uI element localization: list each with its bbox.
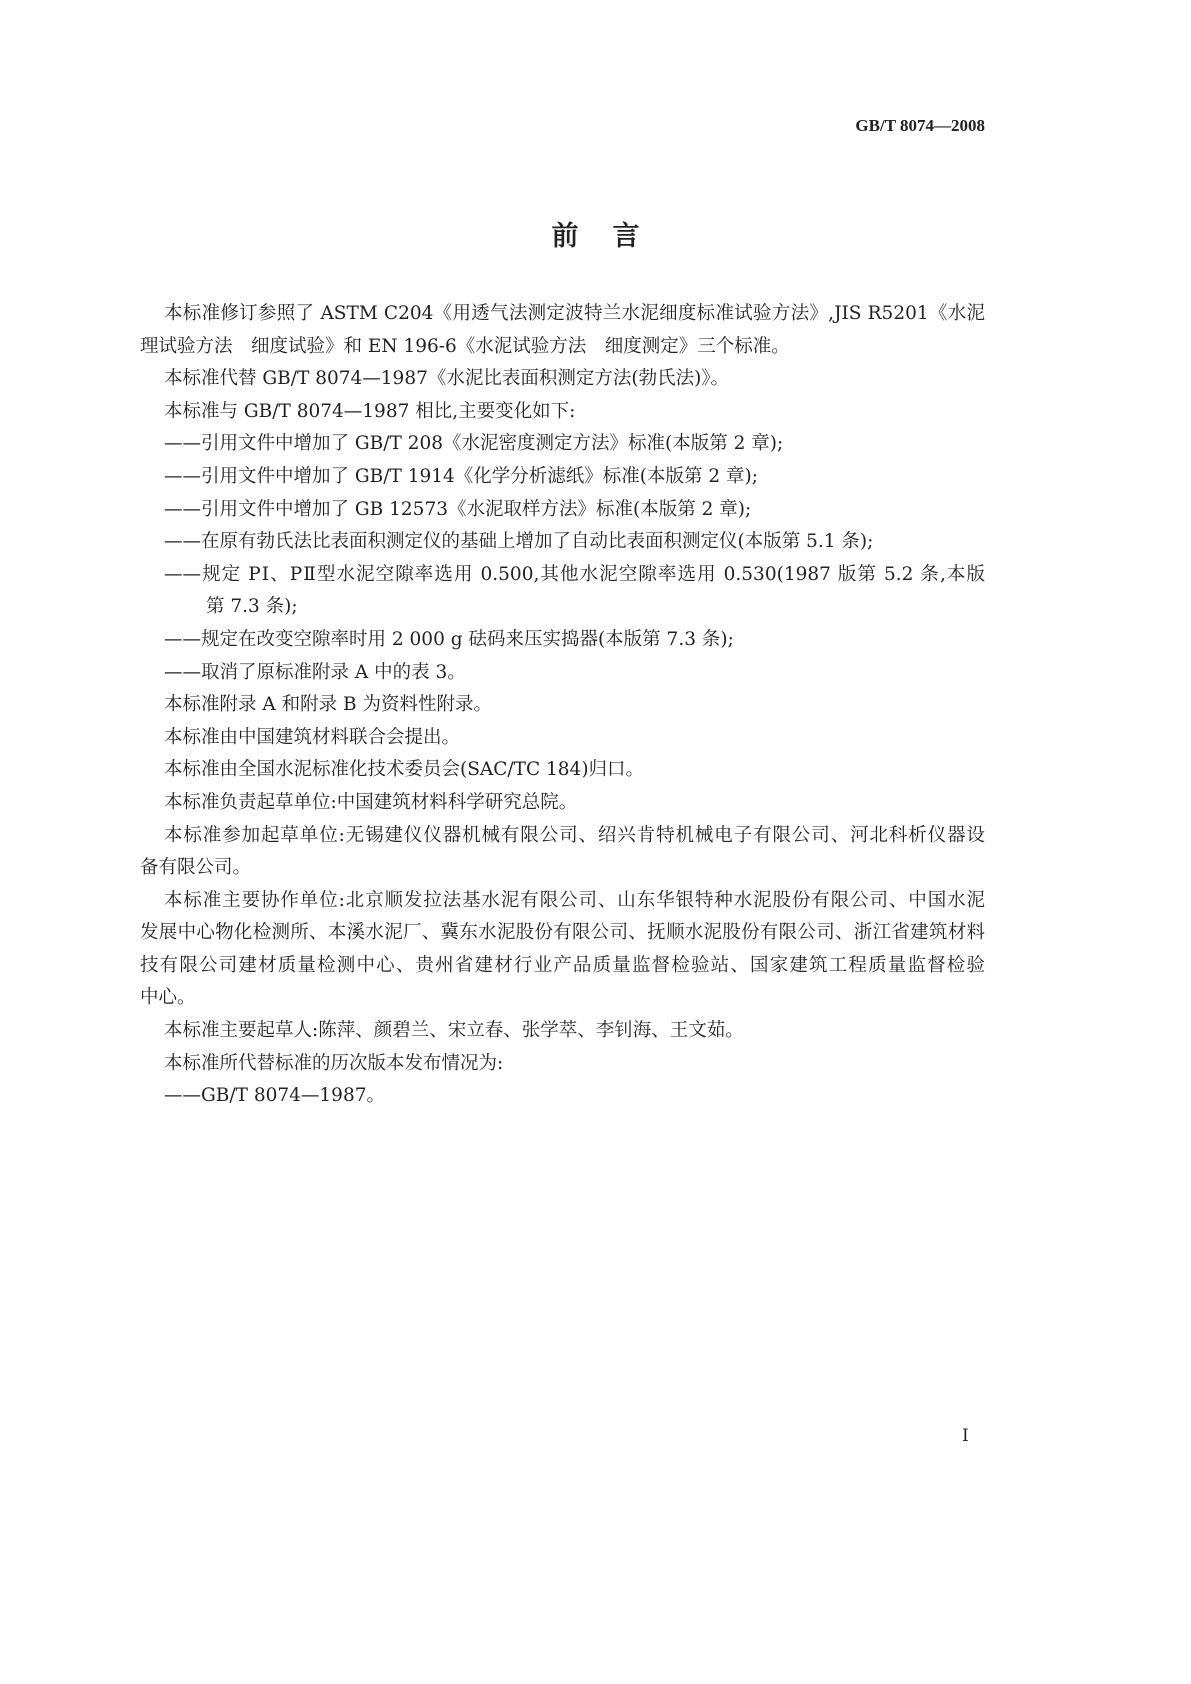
paragraph (140, 1048, 985, 1081)
list-item (140, 1080, 985, 1113)
list-item (140, 461, 985, 494)
text-line: ——GB/T 8074—1987。 (164, 1085, 385, 1107)
list-item (140, 657, 985, 690)
paragraph (140, 1015, 985, 1048)
paragraph (140, 820, 985, 885)
text-line: 技有限公司建材质量检测中心、贵州省建材行业产品质量监督检验站、国家建筑工程质量监督检验 (140, 954, 985, 976)
text-line: 本标准修订参照了 ASTM C204《用透气法测定波特兰水泥细度标准试验方法》,JIS R5201《水泥 (164, 303, 985, 324)
text-line: 第 7.3 条); (206, 596, 298, 618)
text-line: 理试验方法 细度试验》和 EN 196-6《水泥试验方法 细度测定》三个标准。 (140, 335, 790, 357)
paragraph (140, 396, 985, 429)
paragraph (140, 689, 985, 722)
page-title: 前言 (551, 221, 674, 252)
text-line: 本标准所代替标准的历次版本发布情况为: (164, 1052, 504, 1074)
text-line: 本标准主要协作单位:北京顺发拉法基水泥有限公司、山东华银特种水泥股份有限公司、中国水泥 (164, 889, 985, 911)
paragraph (140, 722, 985, 755)
text-line: 本标准附录 A 和附录 B 为资料性附录。 (164, 694, 492, 716)
text-line: ——规定 PⅠ、PⅡ型水泥空隙率选用 0.500,其他水泥空隙率选用 0.530(1987 版第 5.2 条,本版 (164, 563, 985, 585)
text-line: 本标准与 GB/T 8074—1987 相比,主要变化如下: (164, 400, 576, 422)
foreword-body (140, 298, 985, 1113)
paragraph (140, 363, 985, 396)
text-line: 发展中心物化检测所、本溪水泥厂、冀东水泥股份有限公司、抚顺水泥股份有限公司、浙江省建筑材料 (140, 922, 985, 944)
paragraph (140, 754, 985, 787)
list-item (140, 624, 985, 657)
list-item (140, 494, 985, 527)
text-line: ——引用文件中增加了 GB 12573《水泥取样方法》标准(本版第 2 章); (164, 498, 752, 520)
text-line: ——在原有勃氏法比表面积测定仪的基础上增加了自动比表面积测定仪(本版第 5.1 条); (164, 531, 874, 553)
text-line: 本标准参加起草单位:无锡建仪仪器机械有限公司、绍兴肯特机械电子有限公司、河北科析仪器设 (164, 824, 985, 846)
text-line: ——引用文件中增加了 GB/T 208《水泥密度测定方法》标准(本版第 2 章); (164, 433, 784, 455)
text-line: 备有限公司。 (140, 857, 252, 879)
list-item (140, 559, 985, 624)
paragraph (140, 298, 985, 363)
text-line: ——引用文件中增加了 GB/T 1914《化学分析滤纸》标准(本版第 2 章); (164, 465, 758, 487)
text-line: ——取消了原标准附录 A 中的表 3。 (164, 661, 466, 683)
list-item (140, 428, 985, 461)
page-number: I (962, 1426, 969, 1446)
text-line: 本标准由中国建筑材料联合会提出。 (164, 726, 461, 748)
text-line: 本标准代替 GB/T 8074—1987《水泥比表面积测定方法(勃氏法)》。 (164, 368, 730, 390)
text-line: 本标准由全国水泥标准化技术委员会(SAC/TC 184)归口。 (164, 759, 645, 781)
standard-code: GB/T 8074—2008 (855, 116, 985, 135)
list-item (140, 526, 985, 559)
text-line: 本标准主要起草人:陈萍、颜碧兰、宋立春、张学萃、李钊海、王文茹。 (164, 1020, 744, 1042)
text-line: 中心。 (140, 987, 196, 1009)
paragraph (140, 885, 985, 1015)
text-line: ——规定在改变空隙率时用 2 000 g 砝码来压实捣器(本版第 7.3 条); (164, 628, 734, 650)
text-line: 本标准负责起草单位:中国建筑材料科学研究总院。 (164, 791, 578, 813)
paragraph (140, 787, 985, 820)
